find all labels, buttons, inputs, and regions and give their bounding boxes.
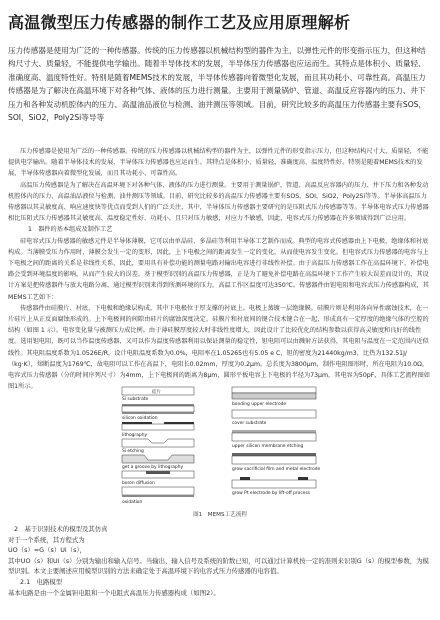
- step-label: boron diffusion: [122, 481, 155, 486]
- step-g: [122, 487, 194, 505]
- body-paragraph: 压力传感器是使用为广泛的一种传感器。传统的压力传感器以机械结构型的器件为主，以弹性元件的形变指示压力，但这种结构尺寸大、质量轻，不能提供电学输出。随着半导体技术的发展，半导体压力传感器也应运而生。其特点是体积小、质量轻、准确度高、温度特性好。特别是随着MEMS技术的发展，半导体传感器向着微型化发展，而且其功耗小、可靠性高。: [8, 148, 429, 178]
- body-paragraph: 硅电容式压力传感器的敏感元件是半导体薄膜，它可以由单晶硅、多晶硅等利用半导体工艺制作而成。典型的电容式传感器由上下电极、绝缘体和衬底构成。当薄膜受压力作用时，薄膜会发生一定的变形，因此，上下电极之间的距离发生一定的变化，从而使电容发生变化。但电容式压力传感器的电容与上下电极之间的距离的关系是非线性关系，因此，要用具有补偿功能的测量电路对输出电容进行非线性补偿。由于高温压力传感器工作在高温环境下，补偿电路会受到环境温度的影响，从而产生较大的误差。基于模型识别的高温压力传感器，正是为了避免补偿电路在高温环境下工作产生较大误差而设计的，其设计方案是把传感器件与放大电路分离，通过模型识别来得到所测环境的压力。高温工作区温度可达350℃。传感器件由钽电阻和电容式压力传感器构成，其MEMS工艺如下：: [8, 237, 429, 301]
- step-label: Si substrate: [122, 397, 149, 402]
- section-heading: 1 器件的基本组成及制作工艺: [28, 226, 113, 234]
- step-label: grow Pt electrode by lift-off process: [232, 491, 311, 496]
- section-two: [8, 524, 432, 598]
- step-a: [122, 387, 194, 402]
- step-sacrificial: [232, 453, 320, 472]
- body-line: 基本电路是由一个金属钽电阻和一个电阻式高温压力传感器构成（如图2）。: [8, 588, 220, 597]
- step-label: lithography: [122, 433, 148, 438]
- section-heading: 2 基于识别技术的模型及其仿真: [14, 525, 108, 533]
- step-label: upper silicon membrane etching: [232, 444, 304, 449]
- step-label: silicon oxidation: [122, 416, 158, 421]
- equation: UO（s）=G（s）Ui（s），: [8, 546, 86, 555]
- step-bonding: [232, 387, 316, 407]
- step-label: Si etching: [122, 449, 144, 454]
- step-label-cn: 硅片: [152, 390, 161, 395]
- article-body: [8, 146, 432, 392]
- figure-caption: 图1 MEMS工艺流程: [193, 512, 247, 518]
- step-f: [122, 471, 194, 486]
- step-label: bonding upper electrode: [232, 402, 287, 407]
- mems-process-diagram: [120, 385, 320, 510]
- page-title: 高温微型压力传感器的制作工艺及应用原理解析: [8, 13, 351, 32]
- step-e: [122, 455, 194, 470]
- process-figure: [120, 385, 320, 520]
- body-line: 对于一个系统，其方程式为: [8, 535, 85, 544]
- step-pt-electrode: [232, 477, 316, 496]
- step-label: get a groove by lithography: [122, 465, 184, 470]
- step-c: [122, 422, 194, 438]
- step-label: grow sacrificial film and metal electrode: [232, 467, 320, 472]
- body-paragraph: 传感器件由硅膜片、衬底、下电极和绝缘层构成。其中下电极位于厚支撑的衬底上。电极上蒸镀一层绝缘膜。硅膜片则是利用各向异性腐蚀技术，在一片硅片上从正反面腐蚀形成的。上下电极间的间隙由硅片的腐蚀深度决定。硅膜片和衬底间的键合技术键合在一起，形成真有一定厚度的绝缘气体的空腔的结构（如图 1 示）。电容变化量与被测压力成比例。由于薄硅膜厚度较大时非线性度增大，因此设计了比较优化的结构参数以获得高灵敏度和良好的线性度。选用钽电阻，既可以当作温度传感器，又可以作为温度传感器利用以保证测量的稳定性，钽电阻可以由溅射方法获得，其电阻与温度在一定范围内近似线性。其电阻温度系数为1.0526E/R，设计电阻温度系数为0.0%，电阻率在1.05265也有5.05 e C，钽的密度为21440kg/m3，比热为132.51J/（kg·K），熔断温度为1769℃，故电阻可以工作在高温下，电阻长0.02mm，厚度为0.2μm。总长度为3800μm，制作电阻图形时，所在电阻为10.0Ω。电容式压力传感器（分的时间序列尺寸）为4mm，上下电极间的距离为8μm，圆形平板电容上下电极的半径为73μm，其电容为50pF，具体工艺流程图如图1所示。: [8, 304, 430, 391]
- step-b: [122, 404, 194, 421]
- body-paragraph: 高温压力传感器是为了解决在高温环境下对各种气体、液体的压力进行测量。主要用于测量锅炉、管道、高温反应容器内的压力、井下压力和各种发动机腔体内的压力、高温油品液位与检测、油井测压等领域。目前，研究比较多的高温压力传感器主要有SOS，SOI，SiO2，Poly2Si等等。半导体高温压力传感器以其灵敏度高、响应速度快等优点而受到人们的广泛关注，其中，半导体压力传感器主要研究的是压阻式压力传感器等等。半导体电容式压力传感器相比压阻式压力传感器其灵敏度高、温度稳定性好、功耗小，且只对压力敏感，对应力不敏感，因此，电容式压力传感器在许多领域得到广泛应用。: [8, 181, 429, 223]
- step-d: [122, 439, 194, 454]
- step-membrane: [232, 430, 316, 449]
- abstract: 压力传感器是使用为广泛的一种传感器。传统的压力传感器以机械结构型的器件为主，以弹性元件的形变指示压力，但这种结构尺寸大、质量轻，不能提供电学输出。随着半导体技术的发展，半导体压力传感器也应运而生。其特点是体积小、质量轻、准确度高、温度特性好。特别是随着MEMS技术的发展，半导体传感器向着微型化发展，而且其功耗小、可靠性高。高温压力传感器是为了解决在高温环境下对各种气体、液体的压力进行测量。主要用于测量锅炉、管道、高温反应容器内的压力、井下压力和各种发动机腔体内的压力、高温油品液位与检测、油井测压等领域。目前，研究比较多的高温压力传感器主要有SOS，SOI，SiO2，Poly2Si等导等: [8, 46, 427, 123]
- body-line: 其中UO（s）和Ui（s）分别为输出和输入信号。当输出、输入信号及系统的阶数已知，可以通过计算机按一定的准则来识别G（s）的模型参数，为模型识别。本文主要阐述应用模型识别的方法来确定处于高温环境下的电容式压力传感器的电容值。: [8, 556, 429, 576]
- subsection-heading: 2.1 电路模型: [20, 577, 63, 586]
- step-label: cover substrate: [232, 421, 267, 426]
- step-label: oxidation: [122, 500, 143, 505]
- step-cover: [232, 410, 316, 426]
